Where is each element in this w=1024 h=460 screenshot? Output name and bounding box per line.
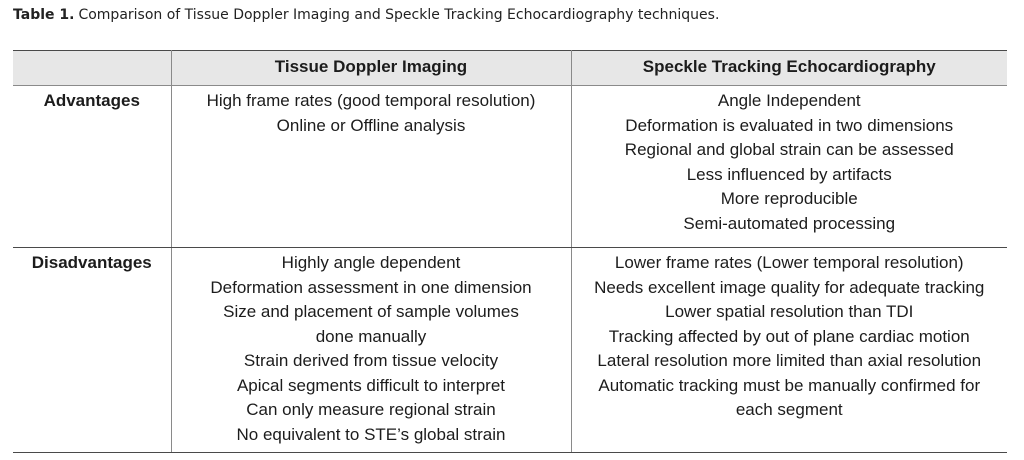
list-item: Strain derived from tissue velocity (243, 351, 499, 370)
list-item: Deformation assessment in one dimension (210, 277, 532, 297)
table-body (13, 86, 1007, 453)
row-label-disadvantages: Disadvantages (13, 248, 171, 453)
cell-advantages-tdi (171, 86, 571, 248)
list-item: More reproducible (720, 189, 858, 208)
list-item: Can only measure regional strain (246, 400, 496, 419)
list-item: Semi-automated processing (683, 213, 896, 233)
list-item: Deformation is evaluated in two dimensions (625, 115, 954, 135)
table-row-disadvantages (13, 248, 1007, 453)
list-item: Tracking affected by out of plane cardiac motion (608, 326, 970, 346)
header-row (13, 51, 1007, 86)
list-item: No equivalent to STE’s global strain (236, 424, 506, 444)
list-item: Apical segments difficult to interpret (236, 375, 506, 395)
list-item: Less influenced by artifacts (686, 164, 892, 184)
cell-disadvantages-tdi (171, 248, 571, 453)
table-row-advantages (13, 86, 1007, 248)
list-item: Lower frame rates (Lower temporal resolution) (614, 253, 964, 272)
list-item: Regional and global strain can be assessed (624, 140, 954, 159)
list-item: Online or Offline analysis (276, 115, 466, 135)
list-item: Lateral resolution more limited than axial resolution (597, 351, 982, 370)
header-tissue-doppler: Tissue Doppler Imaging (171, 51, 571, 86)
comparison-table (13, 50, 1007, 453)
cell-disadvantages-ste (571, 248, 1007, 453)
list-item: Needs excellent image quality for adequate tracking (594, 277, 985, 297)
list-item: Highly angle dependent (281, 253, 461, 272)
list-item: Automatic tracking must be manually confirmed for each segment (598, 375, 981, 419)
row-label-advantages: Advantages (13, 86, 171, 248)
list-item: Lower spatial resolution than TDI (665, 302, 914, 321)
table-caption (13, 6, 719, 24)
list-item: Size and placement of sample volumes done manually (223, 302, 519, 346)
header-speckle-tracking: Speckle Tracking Echocardiography (571, 51, 1007, 86)
table-header (13, 51, 1007, 86)
caption-label: Table 1. (13, 7, 75, 23)
list-item: Angle Independent (717, 91, 861, 110)
cell-advantages-ste (571, 86, 1007, 248)
caption-text: Comparison of Tissue Doppler Imaging and Speckle Tracking Echocardiography techniques. (78, 7, 720, 23)
header-corner-cell (13, 51, 171, 86)
list-item: High frame rates (good temporal resolution) (206, 91, 536, 110)
